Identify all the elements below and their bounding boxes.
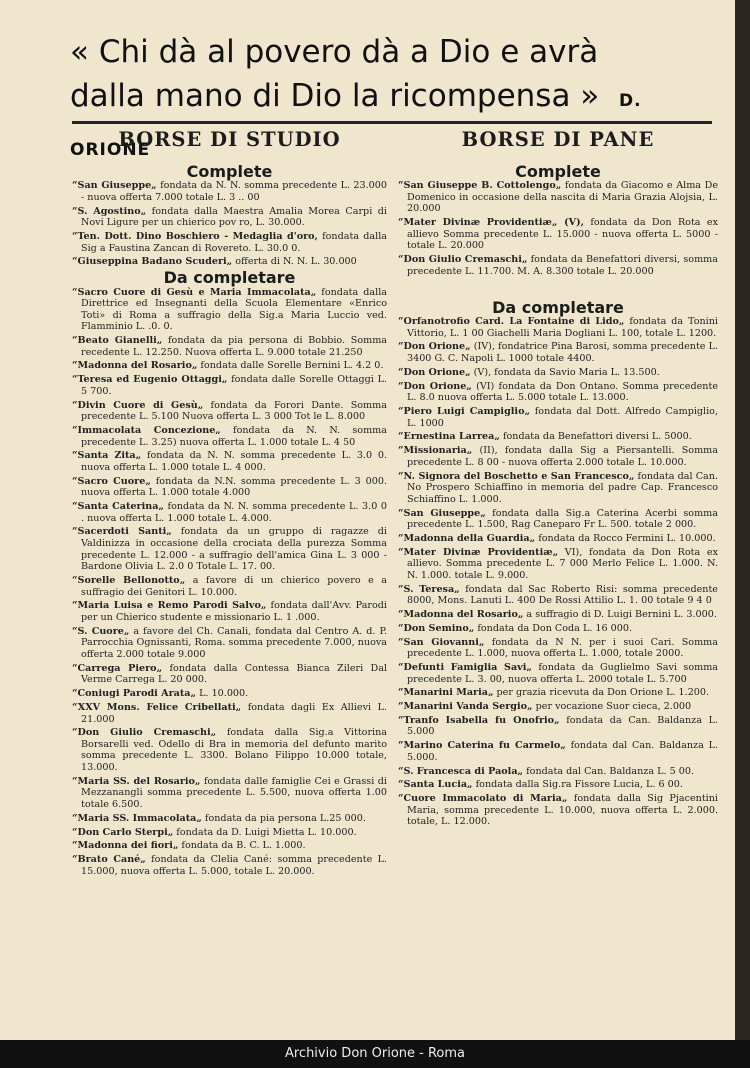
entry-text: fondata dalla Sig.ra Fissore Lucia, L. 6 00. [472, 779, 683, 791]
list-item [72, 206, 387, 229]
entry-name: “Giuseppina Badano Scuderi„ [72, 256, 233, 268]
list-item [72, 287, 387, 333]
entry-text: fondata dalla Sig Pjacentini Maria, somma precedente L. 10.000, nuova offerta L. 2.000. totale, L. 12.000. [407, 793, 718, 828]
entry-name: “S. Teresa„ [398, 583, 460, 595]
list-item [398, 533, 718, 545]
entry-text: fondata dalla Maestra Amalia Morea Carpi di Novi Ligure per un chierico pov ro, L. 30.000. [81, 205, 387, 229]
pane-complete-list [398, 180, 718, 277]
entry-text: fondata dal Can. No Prospero Schiaffino in memoria del padre Cap. Francesco Schiaffino L. 1.000. [407, 470, 718, 505]
entry-name: “Madonna dei fiori„ [72, 840, 179, 852]
list-item [398, 687, 718, 699]
list-item [398, 341, 718, 364]
entry-text: fondata dalle famiglie Cei e Grassi di Mezzanangli somma precedente L. 5.500, nuova offerta 1.00 totale 6.500. [81, 775, 387, 811]
entry-name: “Sorelle Bellonotto„ [72, 575, 186, 587]
pane-todo-title: Da completare [492, 297, 624, 317]
list-item [398, 471, 718, 506]
pane-complete-title: Complete [515, 161, 601, 181]
entry-text: offerta di N. N. L. 30.000 [232, 256, 357, 268]
entry-name: “Madonna del Rosario„ [398, 609, 524, 620]
motto-line-1: « Chi dà al povero dà a Dio e avrà [70, 34, 599, 70]
entry-text: fondata da N N. per i suoi Cari. Somma precedente L. 1.000, nuova offerta L. 1.000, totale 2000. [407, 636, 718, 660]
entry-name: “Santa Lucia„ [398, 779, 473, 791]
entry-name: “S. Agostino„ [72, 205, 147, 217]
list-item [72, 256, 387, 268]
list-item [72, 374, 387, 397]
list-item [72, 501, 387, 524]
list-item [72, 360, 387, 372]
entry-name: “San Giovanni„ [398, 636, 485, 648]
entry-text: fondata da pia persona di Bobbio. Somma recedente L. 12.250. Nuova offerta L. 9.000 totale 21.250 [81, 335, 388, 358]
list-item [72, 476, 387, 499]
list-item [398, 584, 718, 607]
entry-name: “Don Giulio Cremaschi„ [72, 727, 217, 739]
entry-text: fondata dal Dott. Alfredo Campiglio, L. 1000 [407, 406, 719, 429]
list-item [72, 776, 387, 811]
entry-text: fondata da Clelia Cané: somma precedente L. 15.000, nuova offerta L. 5.000, totale L. 20.000. [81, 854, 387, 877]
list-item [72, 526, 387, 572]
studio-complete-title: Complete [186, 161, 273, 181]
list-item [72, 231, 387, 254]
entry-name: “Manarini Vanda Sergio„ [398, 701, 533, 713]
list-item [398, 793, 718, 828]
list-item [398, 637, 718, 660]
entry-text: fondata dalla Direttrice ed Insegnanti della Scuola Elementare «Enrico Toti» di Roma a suffragio della Sig.a Maria Luccio ved. Flamminio L. .0. 0. [81, 286, 388, 333]
studio-todo-list [72, 287, 387, 878]
entry-text: fondata da Don Coda L. 16 000. [474, 622, 633, 634]
entry-text: fondata da N. N. somma precedente L. 23.000 - nuova offerta 7.000 totale L. 3 .. 00 [81, 180, 387, 203]
list-item [398, 662, 718, 685]
borse-di-studio-column [72, 128, 388, 880]
entry-name: “San Giuseppe B. Cottolengo„ [398, 180, 562, 192]
list-item [398, 316, 718, 339]
motto-author: D. ORIONE [70, 91, 642, 160]
list-item [398, 254, 718, 277]
list-item [72, 400, 387, 423]
entry-name: “S. Cuore„ [72, 625, 130, 637]
list-item [398, 715, 718, 738]
entry-name: “Sacro Cuore di Gesù e Maria Immacolata„ [72, 286, 317, 298]
entry-name: “S. Francesca di Paola„ [398, 765, 524, 777]
entry-text: fondata da Can. Baldanza L. 5.000 [407, 714, 718, 738]
entry-text: fondata dal Sac Roberto Risi: somma precedente 8000, Mons. Lanuti L. 400 De Rossi Attilio L. 1. 00 totale 9 4 0 [407, 583, 718, 607]
entry-text: fondata dalle Sorelle Bernini L. 4.2 0. [197, 360, 384, 372]
entry-name: “Coniugi Parodi Arata„ [72, 688, 197, 700]
entry-name: “Maria SS. del Rosario„ [72, 775, 201, 787]
entry-name: “Piero Luigi Campiglio„ [398, 406, 530, 417]
list-item [398, 367, 718, 379]
borse-di-pane-heading: BORSE DI PANE [461, 128, 655, 151]
list-item [72, 827, 387, 839]
entry-text: (II), fondata dalla Sig a Piersantelli. Somma precedente L. 8 00 - nuova offerta 2.000 totale L. 10.000. [407, 445, 718, 468]
motto-line-2: dalla mano di Dio la ricompensa » [70, 78, 600, 114]
entry-text: fondata da N. N. somma precedente L. 3.25) nuova offerta L. 1.000 totale L. 4 50 [81, 424, 387, 448]
entry-name: “Don Carlo Sterpi„ [72, 826, 174, 838]
entry-text: fondata da Don Rota ex allievo Somma precedente L. 15.000 - nuova offerta L. 5000 - totale L. 20.000 [407, 217, 718, 252]
entry-name: “Defunti Famiglia Savi„ [398, 661, 532, 673]
entry-name: “Sacerdoti Santi„ [72, 526, 172, 538]
entry-name: “Tranfo Isabella fu Onofrio„ [398, 714, 560, 726]
entry-text: fondata da Forori Dante. Somma precedente L. 5.100 Nuova offerta L. 3 000 Tot le L. 8.000 [81, 399, 387, 423]
list-item [398, 445, 718, 468]
entry-name: “Don Giulio Cremaschi„ [398, 254, 528, 266]
list-item [398, 609, 718, 621]
list-item [72, 840, 387, 852]
list-item [398, 431, 718, 443]
entry-text: fondata da D. Luigi Mietta L. 10.000. [173, 826, 357, 838]
entry-text: a favore di un chierico povero e a suffragio dei Genitori L. 10.000. [81, 575, 387, 598]
entry-name: “San Giuseppe„ [398, 507, 486, 519]
list-item [72, 425, 387, 448]
entry-text: fondata dalla Sig.a Caterina Acerbi somma precedente L. 1.500, Rag Caneparo Fr L. 500. totale 2 000. [407, 507, 718, 531]
entry-text: VI), fondata da Don Rota ex allievo. Somma precedente L. 7 000 Merlo Felice L. 1.000. N. N. 1.000. totale L. 9.000. [407, 546, 718, 581]
entry-name: “Cuore Immacolato di Maria„ [398, 793, 568, 805]
header-rule [72, 121, 712, 124]
entry-name: “Immacolata Concezione„ [72, 424, 221, 436]
entry-text: fondata da B. C. L. 1.000. [178, 840, 306, 852]
entry-text: fondata dagli Ex Allievi L. 21.000 [81, 701, 387, 725]
list-item [398, 381, 718, 404]
list-item [72, 854, 387, 877]
entry-text: fondata da N. N. somma precedente L. 3.0 0. nuova offerta L. 1.000 totale L. 4 000. [81, 450, 387, 473]
list-item [72, 450, 387, 473]
list-item [398, 217, 718, 252]
entry-name: “Maria SS. Immacolata„ [72, 812, 202, 824]
entry-text: fondata dal Can. Baldanza L. 5.000. [407, 740, 718, 763]
entry-name: “San Giuseppe„ [72, 180, 157, 192]
entry-name: “Ten. Dott. Dino Boschiero - Medaglia d'oro, [72, 230, 318, 242]
entry-name: “Missionaria„ [398, 445, 473, 457]
studio-todo-title: Da completare [163, 267, 296, 287]
entry-name: “Teresa ed Eugenio Ottaggi„ [72, 374, 228, 386]
entry-text: (VI) fondata da Don Ontano. Somma precedente L. 8.0 nuova offerta L. 5.000 totale L. 13.000. [407, 380, 719, 404]
list-item [398, 701, 718, 713]
list-item [398, 740, 718, 763]
archive-footer: Archivio Don Orione - Roma [0, 1040, 750, 1068]
entry-name: “Don Orione„ [398, 341, 471, 353]
list-item [72, 600, 387, 623]
list-item [398, 766, 718, 778]
list-item [398, 180, 718, 215]
entry-name: “Manarini Maria„ [398, 687, 494, 699]
entry-name: “Brato Cané„ [72, 854, 146, 866]
entry-name: “Marino Caterina fu Carmelo„ [398, 740, 566, 752]
entry-text: fondata da pia persona L.25 000. [201, 812, 366, 824]
entry-text: per grazia ricevuta da Don Orione L. 1.200. [493, 687, 710, 699]
list-item [398, 547, 718, 582]
entry-name: “Madonna della Guardia„ [398, 532, 536, 544]
entry-text: fondata da Benefattori diversi L. 5000. [499, 431, 692, 443]
entry-name: “Ernestina Larrea„ [398, 431, 500, 443]
list-item [72, 688, 387, 700]
entry-text: fondata da N.N. somma precedente L. 3 000. nuova offerta L. 1.000 totale 4.000 [81, 475, 387, 499]
list-item [398, 406, 718, 429]
entry-name: “Don Orione„ [398, 366, 471, 378]
entry-name: “Madonna del Rosario„ [72, 360, 198, 372]
scan-edge [735, 0, 750, 1040]
entry-text: fondata dal Can. Baldanza L. 5 00. [523, 765, 695, 777]
entry-text: fondata da Rocco Fermini L. 10.000. [535, 532, 716, 544]
entry-text: fondata da Benefattori diversi, somma precedente L. 11.700. M. A. 8.300 totale L. 20.000 [407, 254, 719, 277]
entry-name: “Beato Gianelli„ [72, 335, 163, 347]
entry-text: fondata dalla Sig a Faustina Zancan di Rovereto. L. 30.0 0. [81, 230, 387, 254]
entry-text: a suffragio di D. Luigi Bernini L. 3.000. [523, 609, 717, 620]
list-item [398, 508, 718, 531]
borse-di-pane-column [398, 128, 719, 830]
borse-di-studio-heading: BORSE DI STUDIO [118, 128, 341, 151]
entry-name: “Sacro Cuore„ [72, 475, 151, 487]
entry-text: fondata dalle Sorelle Ottaggi L. 5 700. [81, 374, 388, 397]
pane-todo-list [398, 316, 718, 828]
list-item [72, 626, 387, 661]
entry-name: “Mater Divinæ Providentiæ„ (V), [398, 217, 584, 229]
entry-name: “Orfanotrofio Card. La Fontaine di Lido„ [398, 316, 625, 328]
entry-text: (V), fondata da Savio Maria L. 13.500. [470, 366, 660, 378]
entry-name: “Mater Divinæ Providentiæ„ [398, 546, 559, 558]
entry-text: L. 10.000. [196, 688, 249, 700]
entry-text: a favore del Ch. Canali, fondata dal Centro A. d. P. Parrocchia Ognissanti, Roma. somma precedente 7.000, nuova offerta 2.000 totale 9.000 [81, 625, 387, 660]
entry-text: fondata da un gruppo di ragazze di Valdinizza in occasione della crociata della purezza Somma precedente L. 12.000 - a suffragio dell'amica Gina L. 3 000 - Bardone Olivia L. 2.0 0 Totale L. 17. 00. [81, 526, 387, 573]
studio-complete-list [72, 180, 387, 268]
entry-text: fondata da Giacomo e Alma De Domenico in occasione della nascita di Maria Grazia Alojsia, L. 20.000 [407, 180, 718, 215]
list-item [398, 779, 718, 791]
entry-name: “XXV Mons. Felice Cribellati„ [72, 701, 242, 713]
entry-name: “Santa Zita„ [72, 450, 142, 462]
entry-text: (IV), fondatrice Pina Barosi, somma precedente L. 3400 G. C. Napoli L. 1000 totale 4400. [407, 341, 718, 365]
list-item [72, 702, 387, 725]
list-item [72, 813, 387, 825]
list-item [72, 180, 387, 203]
entry-name: “Maria Luisa e Remo Parodi Salvo„ [72, 600, 267, 612]
list-item [72, 575, 387, 598]
entry-text: fondata da Tonini Vittorio, L. 1 00 Giachelli Maria Dogliani L. 100, totale L. 1200. [407, 316, 718, 339]
entry-name: “N. Signora del Boschetto e San Francesco„ [398, 470, 635, 482]
entry-text: fondata da Guglielmo Savi somma precedente L. 3. 00, nuova offerta L. 2000 totale L. 5.700 [407, 661, 719, 685]
list-item [72, 663, 387, 686]
entry-name: “Santa Caterina„ [72, 501, 164, 513]
entry-name: “Carrega Piero„ [72, 662, 163, 674]
entry-text: fondata dall'Avv. Parodi per un Chierico studente e missionario L. 1 .000. [81, 600, 387, 623]
entry-text: fondata da N. N. somma precedente L. 3.0 0 . nuova offerta L. 1.000 totale L. 4.000. [81, 501, 387, 524]
list-item [72, 335, 387, 358]
list-item [398, 623, 718, 635]
entry-text: per vocazione Suor cieca, 2.000 [532, 701, 692, 713]
list-item [72, 727, 387, 773]
entry-name: “Don Semino„ [398, 622, 475, 634]
entry-name: “Don Orione„ [398, 380, 472, 392]
entry-text: fondata dalla Sig.a Vittorina Borsarelli ved. Odello di Bra in memoria del defunto marito somma precedente L. 3300. Bolano Filippo 10.000 totale, 13.000. [81, 727, 387, 774]
entry-name: “Divin Cuore di Gesù„ [72, 399, 204, 411]
entry-text: fondata dalla Contessa Bianca Zileri Dal Verme Carrega L. 20 000. [81, 662, 387, 686]
